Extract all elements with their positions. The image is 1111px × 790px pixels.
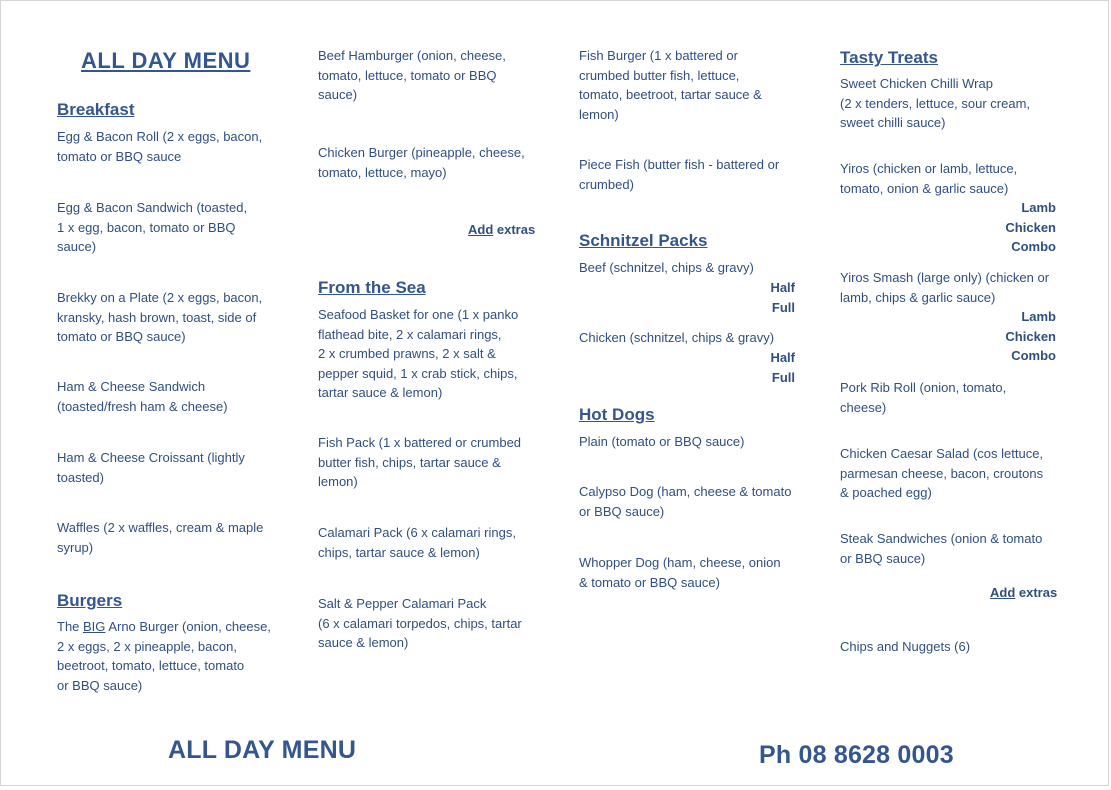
menu-item-egg-bacon-roll: Egg & Bacon Roll (2 x eggs, bacon, tomato or BBQ sauce	[57, 129, 263, 164]
menu-item-calypso-dog: Calypso Dog (ham, cheese & tomato or BBQ sauce)	[579, 484, 792, 519]
add-extras-link[interactable]: Add	[468, 222, 494, 237]
option-lamb[interactable]: Lamb	[1021, 309, 1056, 324]
option-half[interactable]: Half	[770, 280, 795, 295]
footer-phone: Ph 08 8628 0003	[759, 741, 954, 769]
yiros-options	[956, 198, 1056, 257]
menu-item-chips-nuggets: Chips and Nuggets (6)	[840, 639, 971, 654]
menu-item-chicken-caesar-salad: Chicken Caesar Salad (cos lettuce, parmesan cheese, bacon, croutons & poached egg)	[840, 446, 1044, 500]
option-full[interactable]: Full	[771, 369, 795, 385]
menu-item-egg-bacon-sandwich: Egg & Bacon Sandwich (toasted, 1 x egg, bacon, tomato or BBQ sauce)	[57, 200, 248, 254]
option-combo[interactable]: Combo	[1011, 239, 1056, 254]
treats-add-extras[interactable]: Add extras	[990, 585, 1058, 600]
menu-item-yiros: Yiros (chicken or lamb, lettuce, tomato, onion & garlic sauce)	[840, 161, 1018, 196]
chicken-schnitzel-options	[700, 348, 795, 387]
menu-item-piece-fish: Piece Fish (butter fish - battered or crumbed)	[579, 157, 780, 192]
burgers-heading: Burgers	[57, 591, 123, 610]
menu-item-waffles: Waffles (2 x waffles, cream & maple syrup)	[57, 520, 264, 555]
hot-dogs-heading: Hot Dogs	[579, 405, 655, 424]
option-chicken[interactable]: Chicken	[1005, 219, 1056, 235]
menu-item-steak-sandwiches: Steak Sandwiches (onion & tomato or BBQ sauce)	[840, 531, 1043, 566]
menu-item-chicken-burger: Chicken Burger (pineapple, cheese, tomato, lettuce, mayo)	[318, 145, 525, 180]
from-the-sea-heading: From the Sea	[318, 278, 426, 297]
menu-item-chicken-chilli-wrap: Sweet Chicken Chilli Wrap (2 x tenders, lettuce, sour cream, sweet chilli sauce)	[840, 76, 1031, 130]
menu-item-salt-pepper-calamari: Salt & Pepper Calamari Pack (6 x calamari torpedos, chips, tartar sauce & lemon)	[318, 596, 522, 650]
menu-item-ham-cheese-croissant: Ham & Cheese Croissant (lightly toasted)	[57, 450, 245, 485]
option-combo[interactable]: Combo	[1011, 348, 1056, 363]
schnitzel-packs-heading: Schnitzel Packs	[579, 231, 708, 250]
option-full[interactable]: Full	[771, 299, 795, 315]
option-lamb[interactable]: Lamb	[1021, 200, 1056, 215]
big-emphasis: BIG	[83, 619, 106, 634]
menu-item-ham-cheese-sandwich: Ham & Cheese Sandwich (toasted/fresh ham & cheese)	[57, 379, 228, 414]
menu-item-yiros-smash: Yiros Smash (large only) (chicken or lamb, chips & garlic sauce)	[840, 270, 1050, 305]
menu-item-big-arno-burger: The BIG Arno Burger (onion, cheese, 2 x eggs, 2 x pineapple, bacon, beetroot, tomato, lettuce, tomato or BBQ sauce)	[57, 619, 271, 693]
menu-item-pork-rib-roll: Pork Rib Roll (onion, tomato, cheese)	[840, 380, 1007, 415]
menu-item-calamari-pack: Calamari Pack (6 x calamari rings, chips, tartar sauce & lemon)	[318, 525, 516, 560]
menu-item-beef-schnitzel: Beef (schnitzel, chips & gravy)	[579, 260, 754, 275]
menu-item-brekky-plate: Brekky on a Plate (2 x eggs, bacon, kransky, hash brown, toast, side of tomato or BBQ sauce)	[57, 290, 263, 344]
burger-add-extras[interactable]: Add extras	[468, 222, 536, 237]
option-half[interactable]: Half	[770, 350, 795, 365]
footer-title: ALL DAY MENU	[168, 736, 357, 764]
option-chicken[interactable]: Chicken	[1005, 328, 1056, 344]
menu-item-whopper-dog: Whopper Dog (ham, cheese, onion & tomato or BBQ sauce)	[579, 555, 781, 590]
menu-title: ALL DAY MENU	[81, 48, 251, 73]
menu-item-beef-hamburger: Beef Hamburger (onion, cheese, tomato, lettuce, tomato or BBQ sauce)	[318, 48, 506, 102]
add-extras-link[interactable]: Add	[990, 585, 1016, 600]
yiros-smash-options	[956, 307, 1056, 366]
menu-item-chicken-schnitzel: Chicken (schnitzel, chips & gravy)	[579, 330, 775, 345]
breakfast-heading: Breakfast	[57, 100, 135, 119]
menu-item-fish-burger: Fish Burger (1 x battered or crumbed butter fish, lettuce, tomato, beetroot, tartar sauce & lemon)	[579, 48, 762, 122]
menu-item-seafood-basket: Seafood Basket for one (1 x panko flathead bite, 2 x calamari rings, 2 x crumbed prawns, 2 x salt & pepper squid, 1 x crab stick, chips, tartar sauce & lemon)	[318, 307, 519, 400]
beef-schnitzel-options	[700, 278, 795, 317]
menu-item-plain-hot-dog: Plain (tomato or BBQ sauce)	[579, 434, 745, 449]
menu-item-fish-pack: Fish Pack (1 x battered or crumbed butter fish, chips, tartar sauce & lemon)	[318, 435, 522, 489]
tasty-treats-heading: Tasty Treats	[840, 48, 938, 67]
